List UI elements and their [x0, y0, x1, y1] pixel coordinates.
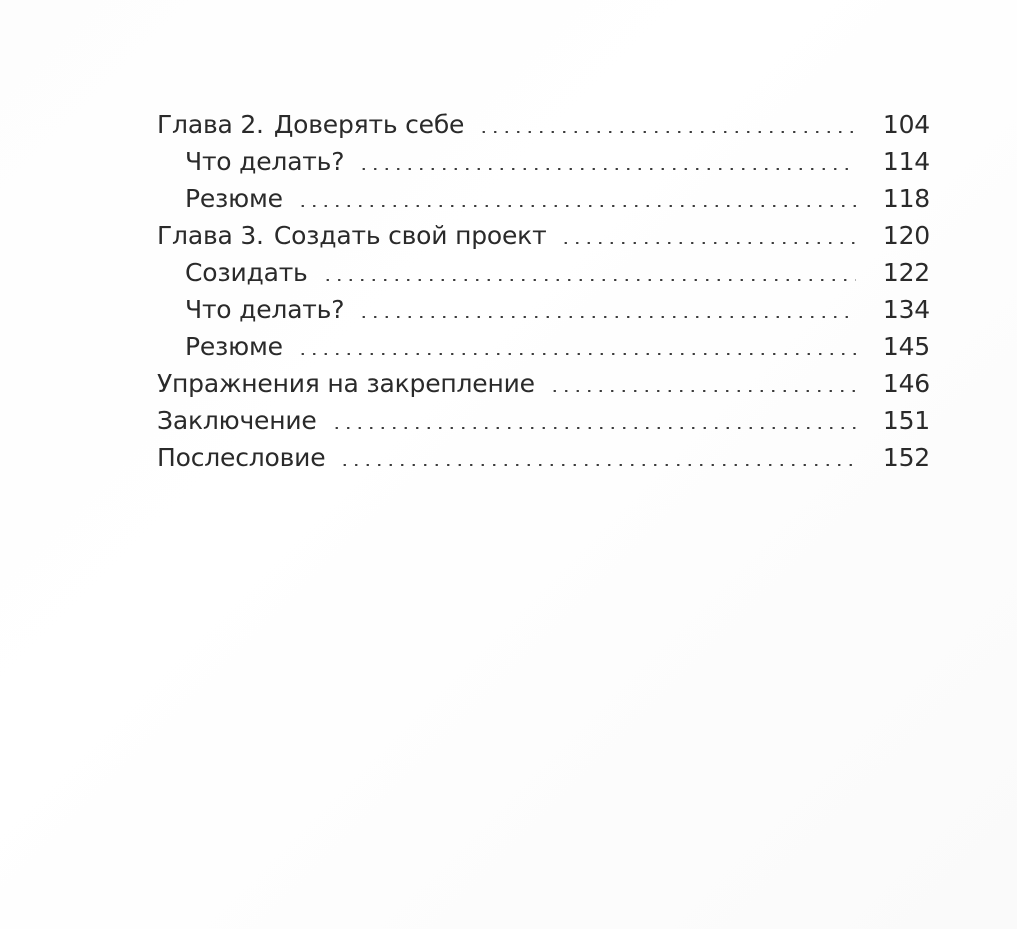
toc-page-number: 134	[882, 295, 930, 324]
toc-page-number: 152	[882, 443, 930, 472]
toc-entry	[157, 328, 930, 365]
dot-leader	[358, 168, 856, 170]
toc-entry-title: Упражнения на закрепление	[157, 369, 535, 398]
toc-page-number: 118	[882, 184, 930, 213]
toc-entry	[157, 180, 930, 217]
toc-chapter-number: Глава 3.	[157, 221, 264, 250]
dot-leader	[322, 279, 856, 281]
toc-entry-title: Резюме	[185, 184, 283, 213]
table-of-contents	[157, 106, 930, 476]
dot-leader	[560, 242, 856, 244]
toc-page-number: 145	[882, 332, 930, 361]
toc-entry-title: Доверять себе	[273, 110, 465, 139]
toc-entry-title: Что делать?	[185, 147, 345, 176]
dot-leader	[331, 427, 856, 429]
dot-leader	[297, 205, 856, 207]
toc-page-number: 122	[882, 258, 930, 287]
toc-entry	[157, 217, 930, 254]
toc-entry-title: Резюме	[185, 332, 283, 361]
toc-entry	[157, 143, 930, 180]
toc-entry	[157, 106, 930, 143]
toc-entry-title: Создать свой проект	[273, 221, 547, 250]
toc-entry	[157, 439, 930, 476]
toc-chapter-number: Глава 2.	[157, 110, 264, 139]
toc-entry	[157, 402, 930, 439]
dot-leader	[339, 464, 856, 466]
dot-leader	[358, 316, 856, 318]
toc-entry-title: Послесловие	[157, 443, 326, 472]
dot-leader	[478, 131, 856, 133]
dot-leader	[297, 353, 856, 355]
dot-leader	[549, 390, 856, 392]
toc-entry-title: Заключение	[157, 406, 317, 435]
toc-page-number: 151	[882, 406, 930, 435]
toc-page-number: 104	[882, 110, 930, 139]
toc-entry	[157, 365, 930, 402]
toc-entry	[157, 291, 930, 328]
toc-page-number: 146	[882, 369, 930, 398]
toc-entry-title: Созидать	[185, 258, 308, 287]
toc-page-number: 114	[882, 147, 930, 176]
toc-entry-title: Что делать?	[185, 295, 345, 324]
toc-page-number: 120	[882, 221, 930, 250]
toc-entry	[157, 254, 930, 291]
